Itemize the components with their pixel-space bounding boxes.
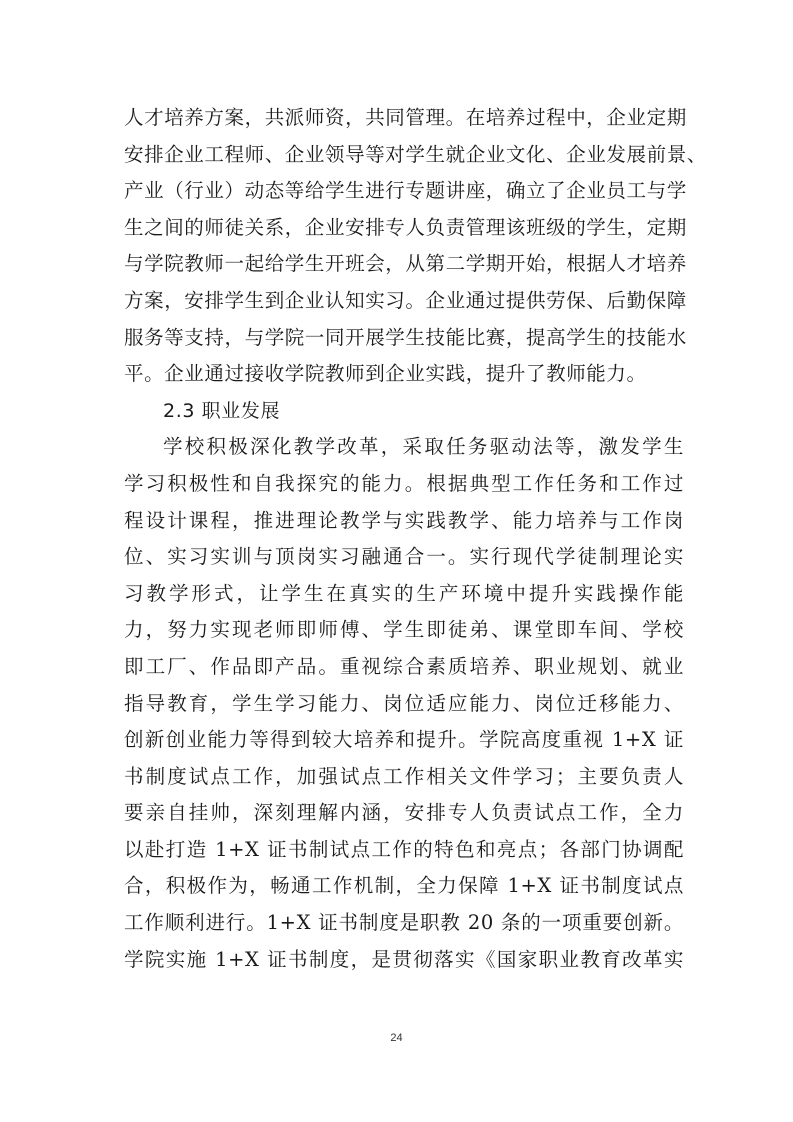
page-number: 24 — [390, 1032, 403, 1044]
paragraph-line: 书制度试点工作，加强试点工作相关文件学习；主要负责人 — [124, 764, 684, 788]
paragraph-line: 指导教育，学生学习能力、岗位适应能力、岗位迁移能力、 — [124, 691, 684, 715]
paragraph-line: 安排企业工程师、企业领导等对学生就企业文化、企业发展前景、 — [124, 142, 707, 166]
paragraph-line: 合，积极作为，畅通工作机制，全力保障 1+X 证书制度试点 — [124, 874, 684, 898]
paragraph-line: 工作顺利进行。1+X 证书制度是职教 20 条的一项重要创新。 — [124, 911, 684, 935]
paragraph-line: 学院实施 1+X 证书制度，是贯彻落实《国家职业教育改革实 — [124, 947, 684, 971]
paragraph-line: 学习积极性和自我探究的能力。根据典型工作任务和工作过 — [124, 471, 684, 495]
paragraph-line: 以赴打造 1+X 证书制试点工作的特色和亮点；各部门协调配 — [124, 837, 684, 861]
paragraph-line: 即工厂、作品即产品。重视综合素质培养、职业规划、就业 — [124, 654, 684, 678]
paragraph-line: 服务等支持，与学院一同开展学生技能比赛，提高学生的技能水 — [124, 325, 687, 349]
paragraph-line: 平。企业通过接收学院教师到企业实践，提升了教师能力。 — [124, 362, 647, 386]
paragraph-line: 程设计课程，推进理论教学与实践教学、能力培养与工作岗 — [124, 508, 684, 532]
body-text — [124, 100, 707, 978]
paragraph-line: 创新创业能力等得到较大培养和提升。学院高度重视 1+X 证 — [124, 728, 684, 752]
paragraph-line: 习教学形式，让学生在真实的生产环境中提升实践操作能 — [124, 581, 684, 605]
paragraph-line: 位、实习实训与顶岗实习融通合一。实行现代学徒制理论实 — [124, 545, 684, 569]
paragraph-line: 要亲自挂帅，深刻理解内涵，安排专人负责试点工作，全力 — [124, 801, 684, 825]
paragraph-line: 力，努力实现老师即师傅、学生即徒弟、课堂即车间、学校 — [124, 618, 684, 642]
paragraph-line: 方案，安排学生到企业认知实习。企业通过提供劳保、后勤保障 — [124, 288, 687, 312]
paragraph-line: 生之间的师徒关系，企业安排专人负责管理该班级的学生，定期 — [124, 215, 687, 239]
paragraph-line: 产业（行业）动态等给学生进行专题讲座，确立了企业员工与学 — [124, 179, 687, 203]
paragraph-line: 与学院教师一起给学生开班会，从第二学期开始，根据人才培养 — [124, 252, 687, 276]
paragraph-line: 人才培养方案，共派师资，共同管理。在培养过程中，企业定期 — [124, 106, 687, 129]
paragraph-line: 学校积极深化教学改革，采取任务驱动法等，激发学生 — [163, 435, 684, 459]
section-heading: 2.3 职业发展 — [163, 399, 281, 422]
